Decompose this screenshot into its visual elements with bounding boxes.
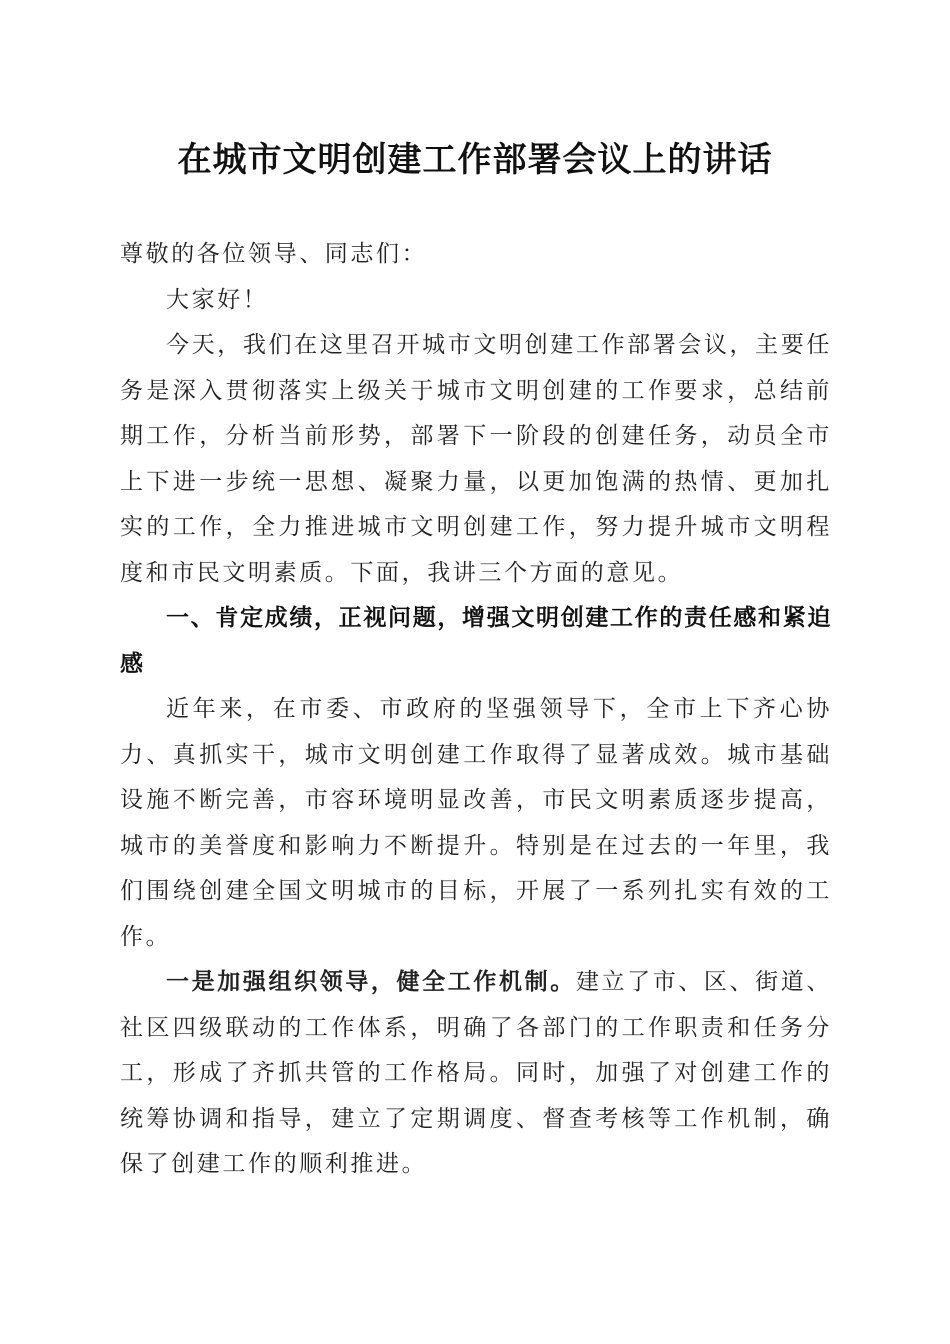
intro-paragraph: 今天，我们在这里召开城市文明创建工作部署会议，主要任务是深入贯彻落实上级关于城市文明创建的工作要求，总结前期工作，分析当前形势，部署下一阶段的创建任务，动员全市上下进一步统一思想、凝聚力量，以更加饱满的热情、更加扎实的工作，全力推进城市文明创建工作，努力提升城市文明程度和市民文明素质。下面，我讲三个方面的意见。: [120, 332, 832, 586]
point-body: 建立了市、区、街道、社区四级联动的工作体系，明确了各部门的工作职责和任务分工，形成了齐抓共管的工作格局。同时，加强了对创建工作的统筹协调和指导，建立了定期调度、督查考核等工作机制，确保了创建工作的顺利推进。: [120, 969, 832, 1177]
document-body: [120, 232, 832, 1188]
point-paragraph: [120, 960, 832, 1188]
greeting: 大家好！: [166, 286, 269, 313]
section-paragraph: 近年来，在市委、市政府的坚强领导下，全市上下齐心协力、真抓实干，城市文明创建工作取得了显著成效。城市基础设施不断完善，市容环境明显改善，市民文明素质逐步提高，城市的美誉度和影响力不断提升。特别是在过去的一年里，我们围绕创建全国文明城市的目标，开展了一系列扎实有效的工作。: [120, 696, 832, 950]
salutation: 尊敬的各位领导、同志们：: [120, 241, 428, 267]
section-heading: 一、肯定成绩，正视问题，增强文明创建工作的责任感和紧迫感: [120, 605, 832, 677]
document-title: 在城市文明创建工作部署会议上的讲话: [177, 140, 773, 180]
point-lead: 一是加强组织领导，健全工作机制。: [166, 969, 576, 995]
